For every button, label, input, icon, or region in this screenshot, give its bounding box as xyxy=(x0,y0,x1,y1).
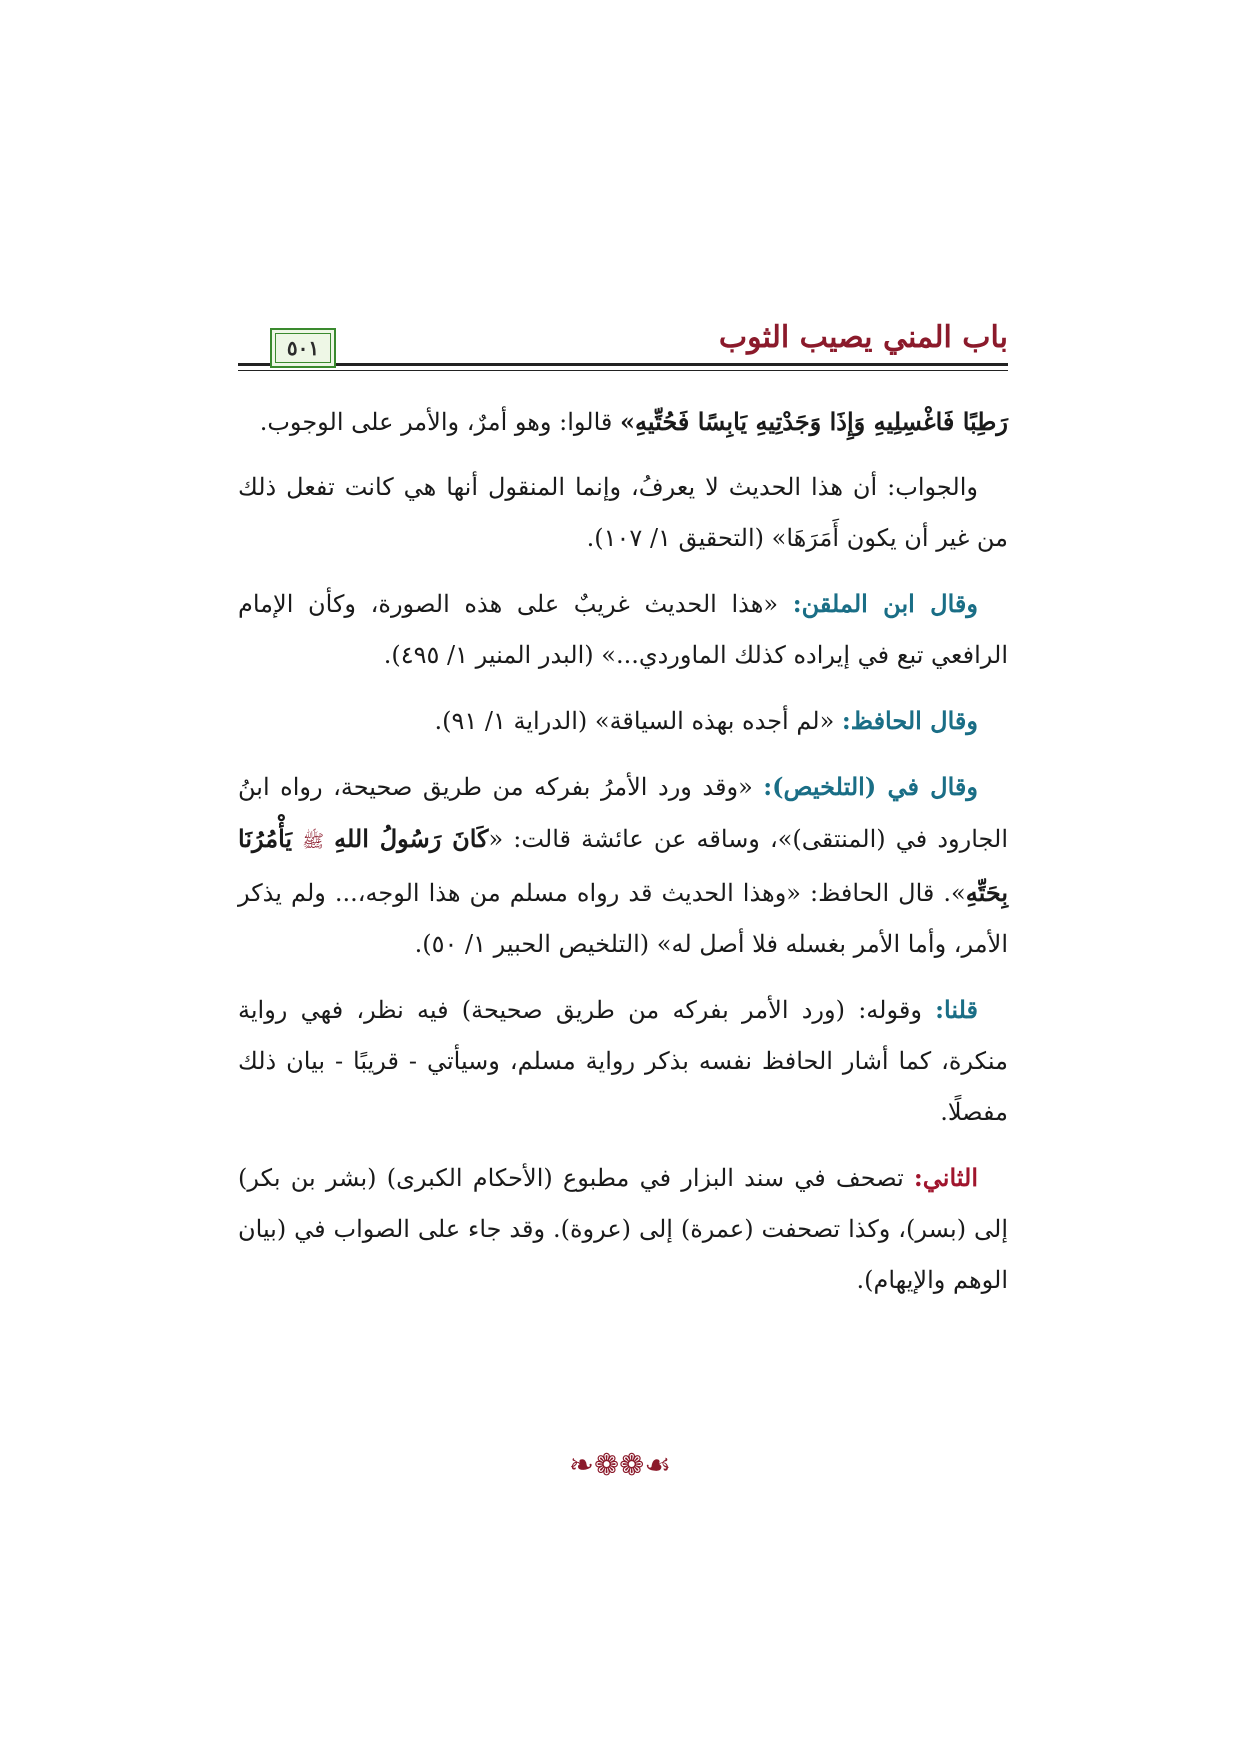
header-rule-top xyxy=(238,363,1008,366)
paragraph-6 xyxy=(238,984,1008,1138)
paragraph-5 xyxy=(238,761,1008,970)
paragraph-text: «لم أجده بهذه السياقة» (الدراية ١/ ٩١). xyxy=(434,707,842,735)
header-rule-bottom xyxy=(238,370,1008,371)
page-header xyxy=(238,318,1008,374)
hadith-text: يَأْمُرُنَا بِحَتِّهِ xyxy=(238,824,1008,907)
paragraph-text: «هذا الحديث غريبٌ على هذه الصورة، وكأن الإمام الرافعي تبع في إيراده كذلك الماوردي...» (البدر المنير ١/ ٤٩٥). xyxy=(238,590,1008,669)
page-number: ٥٠١ xyxy=(286,336,320,360)
page-body xyxy=(238,396,1008,1320)
salutation-symbol: ﷺ xyxy=(302,831,324,852)
chapter-title: باب المني يصيب الثوب xyxy=(718,320,1008,355)
paragraph-1 xyxy=(238,396,1008,448)
paragraph-text: قالوا: وهو أمرٌ، والأمر على الوجوب. xyxy=(259,408,621,436)
paragraph-text: والجواب: أن هذا الحديث لا يعرفُ، وإنما المنقول أنها هي كانت تفعل ذلك من غير أن يكون أَمَرَهَا» (التحقيق ١/ ١٠٧). xyxy=(238,473,1008,552)
paragraph-text: «وقد ورد الأمرُ بفركه من طريق صحيحة، رواه ابنُ الجارود في (المنتقى)»، وساقه عن عائشة قالت: « xyxy=(238,773,1008,853)
speaker-label: قلنا: xyxy=(935,995,978,1024)
paragraph-text: وقوله: (ورد الأمر بفركه من طريق صحيحة) فيه نظر، فهي رواية منكرة، كما أشار الحافظ نفسه بذكر رواية مسلم، وسيأتي - قريبًا - بيان ذلك مفصلًا. xyxy=(238,996,1008,1126)
paragraph-4 xyxy=(238,695,1008,747)
speaker-label: وقال الحافظ: xyxy=(841,706,978,735)
paragraph-2 xyxy=(238,462,1008,564)
paragraph-text: تصحف في سند البزار في مطبوع (الأحكام الكبرى) (بشر بن بكر) إلى (بسر)، وكذا تصحفت (عمرة) إلى (عروة). وقد جاء على الصواب في (بيان الوهم والإيهام). xyxy=(238,1164,1008,1294)
hadith-text: كَانَ رَسُولُ اللهِ xyxy=(334,824,489,853)
speaker-label: وقال في (التلخيص): xyxy=(763,772,978,801)
section-label: الثاني: xyxy=(913,1163,978,1192)
paragraph-text: ». قال الحافظ: «وهذا الحديث قد رواه مسلم من هذا الوجه،... ولم يذكر الأمر، وأما الأمر بغسله فلا أصل له» (التلخيص الحبير ١/ ٥٠). xyxy=(238,879,1008,958)
speaker-label: وقال ابن الملقن: xyxy=(792,589,978,618)
page-number-badge xyxy=(270,328,336,368)
paragraph-3 xyxy=(238,578,1008,681)
hadith-text: رَطِبًا فَاغْسِلِيهِ وَإِذَا وَجَدْتِيهِ يَابِسًا فَحُتِّيهِ» xyxy=(620,407,1008,436)
end-ornament: ❧❁❁☙ xyxy=(568,1448,672,1483)
paragraph-7 xyxy=(238,1152,1008,1306)
